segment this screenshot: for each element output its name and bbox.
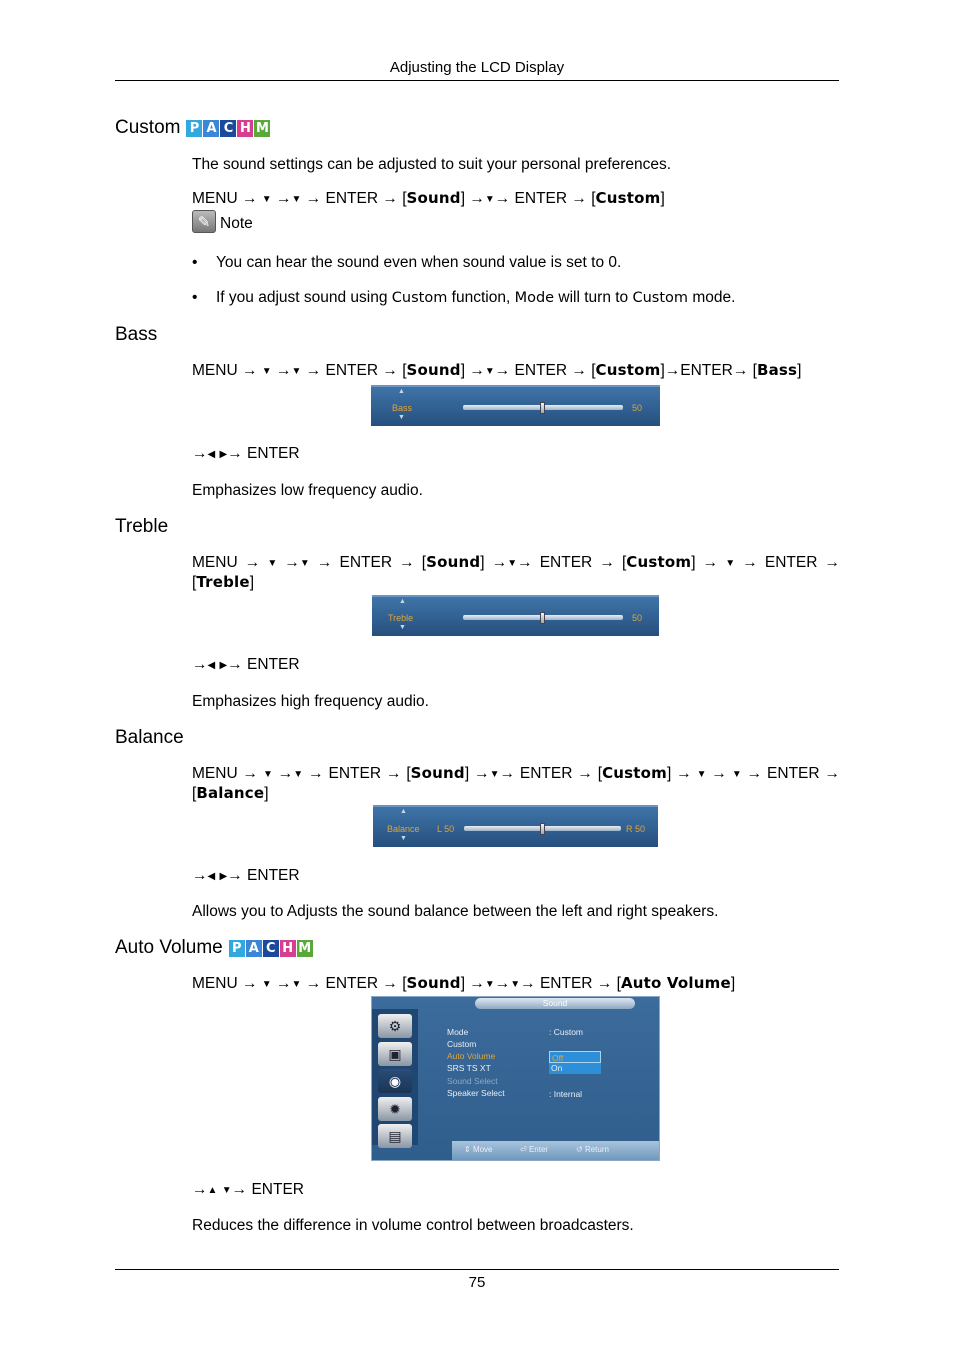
page-header-title: Adjusting the LCD Display (389, 59, 565, 76)
display-category-icon[interactable]: ▣ (378, 1042, 412, 1066)
up-arrow-icon: ▲ (398, 388, 405, 395)
down-arrow-icon: ▼ (291, 366, 302, 377)
left-arrow-icon: ◀ (207, 660, 216, 671)
auto-volume-adjust-instruction: →▲ ▼→ ENTER (192, 1181, 304, 1198)
section-heading-treble: Treble (115, 516, 169, 537)
bullet-item: • If you adjust sound using Custom function, Mode will turn to Custom mode. (192, 289, 736, 306)
down-arrow-icon: ▼ (484, 194, 495, 205)
up-arrow-icon: ▲ (207, 1185, 218, 1196)
up-arrow-icon: ▲ (400, 808, 407, 815)
header-rule (115, 80, 839, 81)
osd-left-value: L 50 (437, 824, 455, 834)
section-heading-balance: Balance (115, 727, 184, 748)
bass-description: Emphasizes low frequency audio. (192, 482, 423, 499)
note-label: Note (220, 215, 253, 232)
down-arrow-icon: ▼ (484, 979, 495, 990)
down-arrow-icon: ▼ (262, 769, 273, 780)
model-badges (186, 120, 270, 137)
menu-row-srs-ts-xt[interactable]: SRS TS XT (447, 1063, 491, 1073)
osd-value: 50 (632, 613, 643, 623)
heading-text: Custom (115, 117, 181, 138)
setup-category-icon[interactable]: ✹ (378, 1097, 412, 1121)
right-arrow-icon: ▶ (219, 871, 228, 882)
down-arrow-icon: ▼ (489, 769, 500, 780)
osd-right-value: R 50 (626, 824, 646, 834)
down-arrow-icon: ▼ (299, 558, 310, 569)
osd-label: Bass (392, 403, 413, 413)
down-arrow-icon: ▼ (267, 558, 278, 569)
down-arrow-icon: ▼ (696, 769, 707, 780)
picture-category-icon[interactable]: ⚙ (378, 1014, 412, 1038)
footer-rule (115, 1269, 839, 1270)
bass-osd-slider (371, 385, 660, 426)
bass-adjust-instruction: →◀ ▶→ ENTER (192, 445, 300, 462)
section-heading-auto-volume (115, 937, 313, 959)
down-arrow-icon: ▼ (400, 835, 407, 842)
menu-title: Sound (475, 998, 635, 1009)
badge-a: A (203, 120, 219, 137)
heading-text: Auto Volume (115, 937, 223, 958)
down-arrow-icon: ▼ (510, 979, 521, 990)
left-arrow-icon: ◀ (207, 449, 216, 460)
down-arrow-icon: ▼ (261, 979, 272, 990)
badge-c: C (220, 120, 236, 137)
menu-footer (452, 1141, 659, 1160)
model-badges (229, 940, 313, 957)
down-arrow-icon: ▼ (507, 558, 518, 569)
note-pencil-icon: ✎ (192, 210, 216, 233)
badge-h: H (280, 940, 296, 957)
badge-p: P (186, 120, 202, 137)
section-heading-bass: Bass (115, 324, 158, 345)
slider-handle[interactable] (540, 402, 545, 414)
right-arrow-icon: ▶ (219, 449, 228, 460)
return-hint: ↺ Return (576, 1145, 609, 1154)
menu-row-mode-value: : Custom (549, 1027, 584, 1037)
balance-osd-slider (373, 805, 658, 847)
bass-menu-path: MENU → ▼ →▼ → ENTER → [Sound] →▼→ ENTER → [Custom]→ENTER→ [Bass] (192, 361, 802, 379)
menu-row-sound-select: Sound Select (447, 1076, 498, 1086)
slider-handle[interactable] (540, 823, 545, 835)
custom-menu-path: MENU → ▼ →▼ → ENTER → [Sound] →▼→ ENTER → [Custom] (192, 189, 665, 207)
down-arrow-icon: ▼ (725, 558, 736, 569)
up-arrow-icon: ▲ (399, 598, 406, 605)
enter-hint: ⏎ Enter (520, 1145, 549, 1154)
balance-menu-path: MENU → ▼ →▼ → ENTER → [Sound] →▼→ ENTER → [Custom] → ▼ → ▼ → ENTER → [Balance] (192, 764, 840, 802)
option-on[interactable]: On (549, 1063, 601, 1074)
menu-row-auto-volume[interactable]: Auto Volume (447, 1051, 496, 1061)
treble-osd-slider (372, 595, 659, 636)
badge-m: M (298, 940, 312, 956)
treble-description: Emphasizes high frequency audio. (192, 693, 429, 710)
down-arrow-icon: ▼ (293, 769, 304, 780)
down-arrow-icon: ▼ (291, 194, 302, 205)
osd-label: Treble (388, 613, 414, 623)
down-arrow-icon: ▼ (221, 1185, 232, 1196)
left-arrow-icon: ◀ (207, 871, 216, 882)
balance-adjust-instruction: →◀ ▶→ ENTER (192, 867, 300, 884)
down-arrow-icon: ▼ (261, 194, 272, 205)
note-block (192, 210, 253, 233)
sound-category-icon[interactable]: ◉ (378, 1069, 412, 1093)
badge-c: C (263, 940, 279, 957)
slider-handle[interactable] (540, 612, 545, 624)
auto-volume-description: Reduces the difference in volume control between broadcasters. (192, 1217, 634, 1234)
down-arrow-icon: ▼ (731, 769, 742, 780)
menu-row-speaker-select[interactable]: Speaker Select (447, 1088, 505, 1098)
treble-adjust-instruction: →◀ ▶→ ENTER (192, 656, 300, 673)
badge-p: P (229, 940, 245, 957)
input-category-icon[interactable]: ▤ (378, 1124, 412, 1148)
down-arrow-icon: ▼ (261, 366, 272, 377)
down-arrow-icon: ▼ (484, 366, 495, 377)
badge-a: A (246, 940, 262, 957)
menu-row-mode[interactable]: Mode (447, 1027, 469, 1037)
down-arrow-icon: ▼ (291, 979, 302, 990)
right-arrow-icon: ▶ (219, 660, 228, 671)
option-off-selected[interactable]: Off (549, 1051, 601, 1063)
bullet-item: • You can hear the sound even when sound value is set to 0. (192, 254, 622, 271)
osd-value: 50 (632, 403, 643, 413)
osd-label: Balance (387, 824, 420, 834)
move-hint: ⇕ Move (464, 1145, 493, 1154)
menu-row-custom[interactable]: Custom (447, 1039, 477, 1049)
menu-row-speaker-select-value: : Internal (549, 1089, 583, 1099)
down-arrow-icon: ▼ (398, 414, 405, 421)
custom-description: The sound settings can be adjusted to suit your personal preferences. (192, 156, 672, 173)
treble-menu-path: MENU → ▼ →▼ → ENTER → [Sound] →▼→ ENTER → [Custom] → ▼ → ENTER → [Treble] (192, 553, 841, 591)
down-arrow-icon: ▼ (399, 624, 406, 631)
badge-h: H (237, 120, 253, 137)
sound-osd-menu (371, 996, 660, 1161)
auto-volume-menu-path: MENU → ▼ →▼ → ENTER → [Sound] →▼→▼→ ENTER → [Auto Volume] (192, 974, 736, 992)
section-heading-custom (115, 117, 270, 139)
balance-description: Allows you to Adjusts the sound balance between the left and right speakers. (192, 903, 719, 920)
badge-m: M (256, 120, 269, 136)
page-number: 75 (468, 1274, 486, 1291)
